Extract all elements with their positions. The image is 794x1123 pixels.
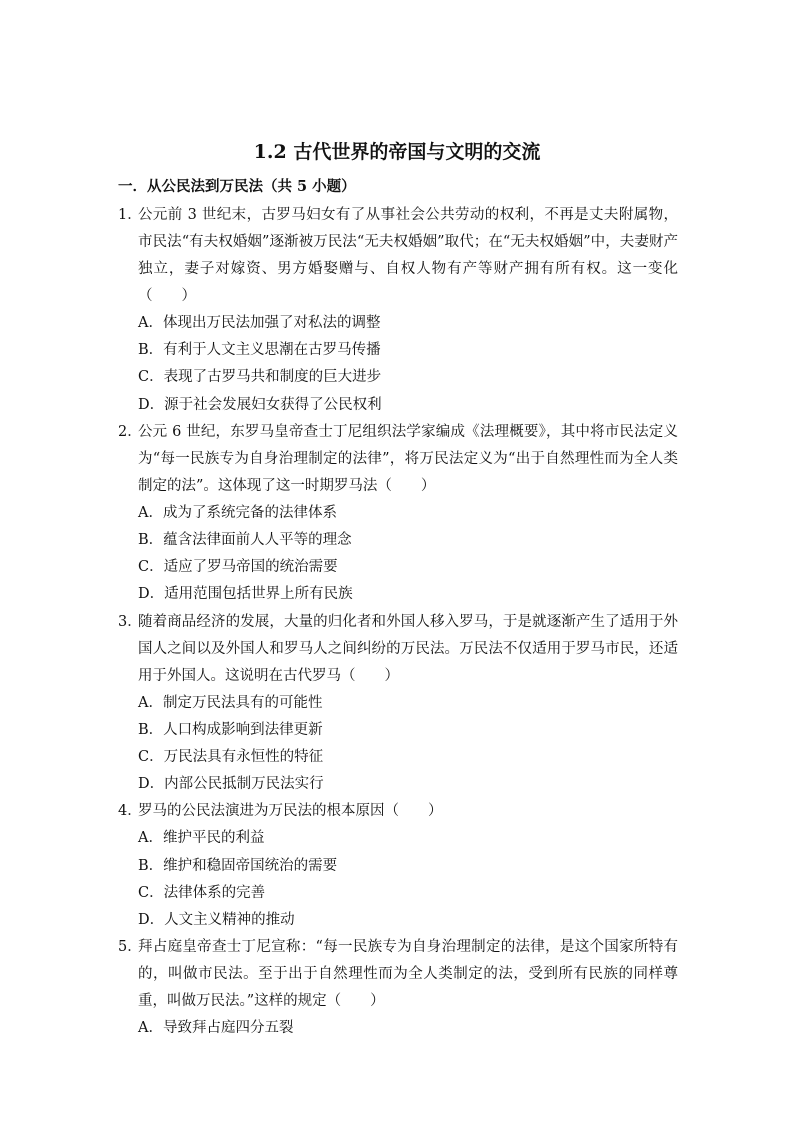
option-c: C．法律体系的完善	[138, 884, 266, 901]
option-d: D．内部公民抵制万民法实行	[138, 776, 324, 793]
page-title: 1.2 古代世界的帝国与文明的交流	[253, 141, 541, 163]
option-list	[118, 500, 678, 609]
question-number: 3．	[118, 613, 142, 630]
option-c: C．万民法具有永恒性的特征	[138, 749, 324, 766]
option-a: A．成为了系统完备的法律体系	[138, 504, 337, 521]
question-4	[118, 798, 678, 934]
question-stem: 罗马的公民法演进为万民法的根本原因（ ）	[138, 803, 443, 820]
option-d: D．适用范围包括世界上所有民族	[138, 586, 353, 603]
option-a: A．导致拜占庭四分五裂	[138, 1020, 294, 1037]
section-heading: 一．从公民法到万民法（共 5 小题）	[118, 178, 356, 195]
question-list	[118, 202, 678, 1042]
option-b: B．维护和稳固帝国统治的需要	[138, 857, 338, 874]
question-number: 2．	[118, 423, 142, 440]
question-stem: 拜占庭皇帝查士丁尼宣称：“每一民族专为自身治理制定的法律，是这个国家所特有的，叫做市民法。至于出于自然理性而为全人类制定的法，受到所有民族的同样尊重，叫做万民法。”这样的规定（ ）	[138, 939, 678, 1010]
question-3	[118, 609, 678, 799]
option-d: D．人文主义精神的推动	[138, 912, 295, 929]
option-c: C．适应了罗马帝国的统治需要	[138, 559, 338, 576]
option-list	[118, 1015, 678, 1042]
option-a: A．维护平民的利益	[138, 830, 265, 847]
option-list	[118, 690, 678, 799]
option-list	[118, 825, 678, 934]
question-number: 5．	[118, 939, 142, 956]
question-stem: 公元 6 世纪，东罗马皇帝查士丁尼组织法学家编成《法理概要》，其中将市民法定义为“每一民族专为自身治理制定的法律”，将万民法定义为“出于自然理性而为全人类制定的法”。这体现了这一时期罗马法（ ）	[138, 423, 678, 494]
option-d: D．源于社会发展妇女获得了公民权利	[138, 396, 382, 413]
question-stem: 随着商品经济的发展，大量的归化者和外国人移入罗马，于是就逐渐产生了适用于外国人之间以及外国人和罗马人之间纠纷的万民法。万民法不仅适用于罗马市民，还适用于外国人。这说明在古代罗马（ ）	[138, 613, 678, 684]
option-a: A．制定万民法具有的可能性	[138, 694, 323, 711]
question-stem: 公元前 3 世纪末，古罗马妇女有了从事社会公共劳动的权利，不再是丈夫附属物，市民法“有夫权婚姻”逐渐被万民法“无夫权婚姻”取代；在“无夫权婚姻”中，夫妻财产独立，妻子对嫁资、男方婚娶赠与、自权人物有产等财产拥有所有权。这一变化（ ）	[138, 207, 678, 304]
option-b: B．蕴含法律面前人人平等的理念	[138, 532, 352, 549]
question-1	[118, 202, 678, 419]
option-list	[118, 310, 678, 419]
question-number: 1．	[118, 207, 142, 223]
question-2	[118, 419, 678, 609]
question-5	[118, 934, 678, 1042]
option-b: B．有利于人文主义思潮在古罗马传播	[138, 342, 381, 359]
option-b: B．人口构成影响到法律更新	[138, 721, 323, 738]
question-number: 4．	[118, 803, 142, 820]
option-a: A．体现出万民法加强了对私法的调整	[138, 315, 381, 331]
option-c: C．表现了古罗马共和制度的巨大进步	[138, 369, 382, 386]
